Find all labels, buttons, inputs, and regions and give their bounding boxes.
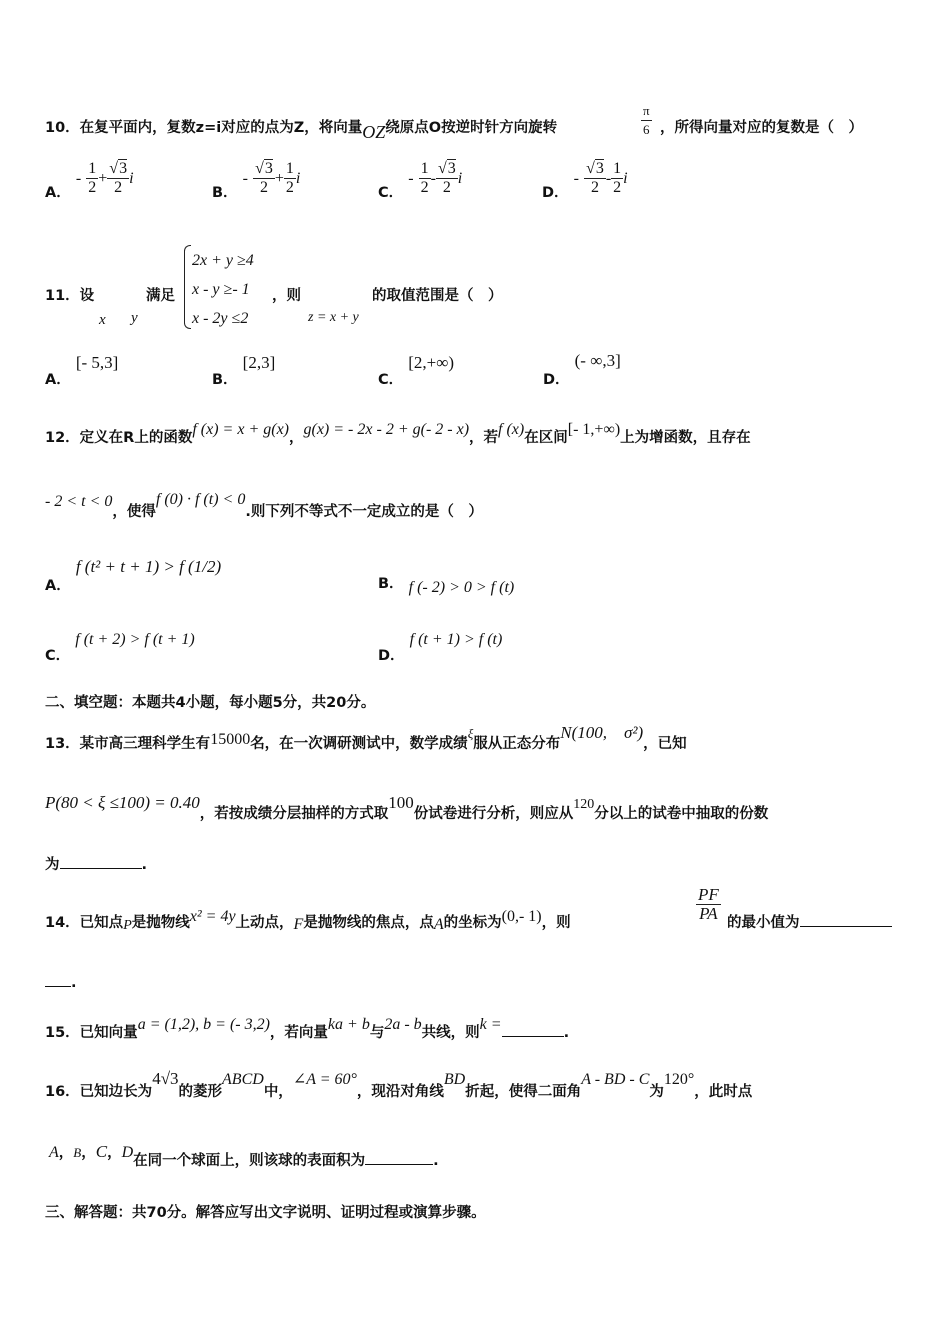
q12-line2: - 2 < t < 0，使得f (0) · f (t) < 0.则下列不等式不一定成立的是（ ） <box>45 491 483 520</box>
q11-option-d[interactable]: D． (- ∞,3] <box>543 351 621 388</box>
q10-vector: OZ <box>362 122 386 142</box>
q16-line2: A，B，C，D在同一个球面上，则该球的表面积为 . <box>49 1142 439 1169</box>
q10-option-c[interactable]: C． - $\frac{1}{2}$ - $\frac{√3}{2}$ i <box>378 160 463 201</box>
q11-option-a[interactable]: A． [- 5,3] <box>45 353 119 388</box>
q13-answer-blank[interactable] <box>60 854 142 869</box>
q10-option-b[interactable]: B． - $\frac{√3}{2}$ + $\frac{1}{2}$ i <box>212 160 301 201</box>
q16-answer-blank[interactable] <box>365 1150 433 1165</box>
q14-answer-blank[interactable] <box>800 912 892 927</box>
q10-options <box>45 160 905 216</box>
q10-option-a[interactable]: A． - $\frac{1}{2}$ + $\frac{√3}{2}$ i <box>45 160 134 201</box>
q15-answer-blank[interactable] <box>502 1022 564 1037</box>
section-3-heading: 三、解答题：共70分。解答应写出文字说明、证明过程或演算步骤。 <box>45 1205 486 1221</box>
q11-stem-b: 满足 <box>146 288 175 304</box>
q10-option-d[interactable]: D． - $\frac{√3}{2}$ - $\frac{1}{2}$ i <box>542 160 628 201</box>
q11-option-c[interactable]: C． [2,+∞) <box>378 353 455 388</box>
q13-line1: 13．某市高三理科学生有15000名，在一次调研测试中，数学成绩ξ服从正态分布N(100, σ²)，已知 <box>45 723 687 752</box>
q12-option-a[interactable]: A． f (t² + t + 1) > f (1/2) <box>45 557 222 594</box>
q14-line2: . <box>45 972 77 991</box>
q11-stem-a: 11．设 <box>45 288 95 304</box>
q11-y: y <box>131 310 138 326</box>
q14-line1: 14．已知点P是抛物线x² = 4y上动点，F是抛物线的焦点，点A的坐标为(0,- 1)，则 <box>45 908 571 933</box>
q14-answer-blank-cont[interactable] <box>45 972 71 987</box>
q14-tail: 的最小值为 <box>727 911 892 932</box>
q14-fraction: $\frac{PF}{PA}$ <box>698 885 719 923</box>
q13-line3: 为 . <box>45 853 147 874</box>
q12-option-d[interactable]: D． f (t + 1) > f (t) <box>378 631 503 664</box>
q10-stem: 10．在复平面内，复数z=i对应的点为Z，将向量OZ绕原点O按逆时针方向旋转 <box>45 120 558 142</box>
q11-brace <box>184 245 191 329</box>
q10-angle: $\frac{\pi}{6}$ <box>643 103 650 137</box>
q16-line1: 16．已知边长为4√3的菱形ABCD中，∠A = 60°，现沿对角线BD折起，使得二面角A - BD - C为120°，此时点 <box>45 1069 753 1100</box>
q12-option-c[interactable]: C． f (t + 2) > f (t + 1) <box>45 631 195 664</box>
section-2-heading: 二、填空题：本题共4小题，每小题5分，共20分。 <box>45 695 376 711</box>
q11-stem-d: 的取值范围是（ ） <box>372 288 503 304</box>
q11-system: 2x + y ≥4 x - y ≥- 1 x - 2y ≤2 <box>192 252 254 327</box>
q15-line: 15．已知向量a = (1,2), b = (- 3,2)，若向量ka + b与2a - b共线，则k = . <box>45 1016 570 1041</box>
q12-option-b[interactable]: B． f (- 2) > 0 > f (t) <box>378 576 515 596</box>
q11-stem-c: ，则 <box>272 288 301 304</box>
q11-z: z = x + y <box>308 310 359 325</box>
q10-stem-end: ，所得向量对应的复数是（ ） <box>660 120 863 136</box>
q13-line2: P(80 < ξ ≤100) = 0.40，若按成绩分层抽样的方式取100份试卷进行分析，则应从120分以上的试卷中抽取的份数 <box>45 793 769 822</box>
q11-option-b[interactable]: B． [2,3] <box>212 353 276 388</box>
q12-line1: 12．定义在R上的函数f (x) = x + g(x)，g(x) = - 2x - 2 + g(- 2 - x)，若f (x)在区间[- 1,+∞)上为增函数，且存在 <box>45 421 751 446</box>
q11-x: x <box>99 312 106 328</box>
